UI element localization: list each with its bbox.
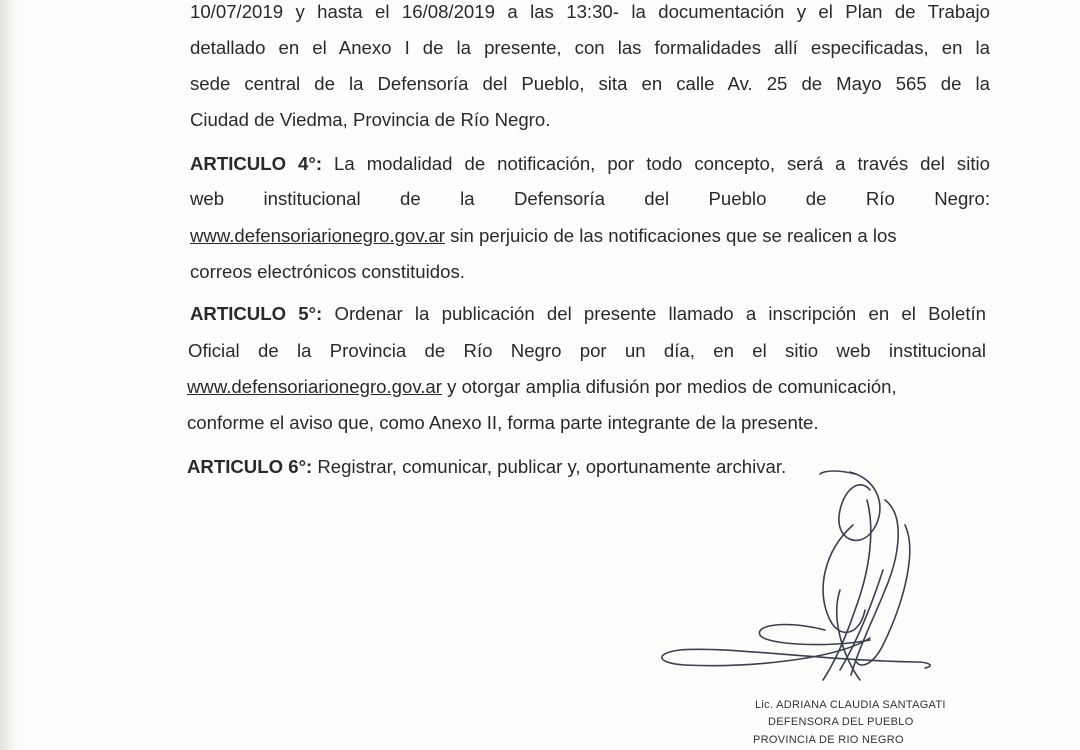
- article-4-line: ARTICULO 4°: La modalidad de notificación, por todo concepto, será a través del sitio: [190, 153, 990, 174]
- article-6-heading: ARTICULO 6°:: [187, 456, 313, 477]
- article-4-heading: ARTICULO 4°:: [190, 153, 323, 174]
- article-5-line: conforme el aviso que, como Anexo II, forma parte integrante de la presente.: [187, 412, 819, 433]
- article-5-heading: ARTICULO 5°:: [190, 303, 323, 324]
- article-6-line: ARTICULO 6°: Registrar, comunicar, publicar y, oportunamente archivar.: [187, 456, 787, 477]
- paragraph-line: detallado en el Anexo I de la presente, con las formalidades allí especificadas, en la: [190, 37, 990, 58]
- paragraph-line: sede central de la Defensoría del Pueblo, sita en calle Av. 25 de Mayo 565 de la: [190, 73, 990, 94]
- article-5-line: Oficial de la Provincia de Río Negro por un día, en el sitio web institucional: [188, 340, 986, 361]
- article-4-line: www.defensoriarionegro.gov.ar sin perjuicio de las notificaciones que se realicen a los: [190, 225, 897, 246]
- article-5-line: www.defensoriarionegro.gov.ar y otorgar amplia difusión por medios de comunicación,: [187, 376, 897, 397]
- article-4-line: correos electrónicos constituidos.: [190, 261, 465, 282]
- signature-block: [655, 470, 955, 750]
- paragraph-line: 10/07/2019 y hasta el 16/08/2019 a las 13:30- la documentación y el Plan de Trabajo: [190, 1, 990, 22]
- stamp-province: PROVINCIA DE RIO NEGRO: [753, 734, 904, 746]
- paragraph-line: Ciudad de Viedma, Provincia de Río Negro.: [190, 109, 551, 130]
- article-5-line: ARTICULO 5°: Ordenar la publicación del presente llamado a inscripción en el Boletín: [190, 303, 986, 324]
- website-link[interactable]: www.defensoriarionegro.gov.ar: [187, 376, 442, 397]
- stamp-role: DEFENSORA DEL PUEBLO: [768, 716, 914, 728]
- stamp-name: Lic. ADRIANA CLAUDIA SANTAGATI: [755, 699, 946, 711]
- article-4-line: web institucional de la Defensoría del Pueblo de Río Negro:: [190, 188, 990, 209]
- website-link[interactable]: www.defensoriarionegro.gov.ar: [190, 225, 445, 246]
